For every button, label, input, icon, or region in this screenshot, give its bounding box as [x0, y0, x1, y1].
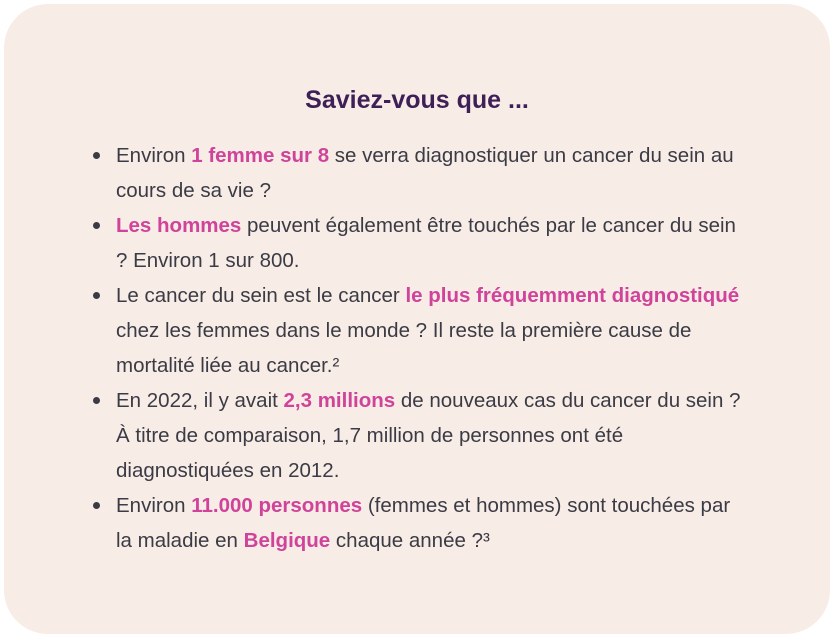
fact-highlight: 2,3 millions [283, 389, 396, 412]
bullet-icon [93, 152, 100, 159]
fact-text: chez les femmes dans le monde ? Il reste la première cause de mortalité liée au cancer.² [116, 319, 692, 377]
fact-text: de nouveaux cas du cancer du sein ? À titre de comparaison, 1,7 million de personnes ont été diagnostiquées en 2012. [116, 389, 741, 482]
bullet-icon [93, 222, 100, 229]
facts-list [90, 138, 750, 558]
fact-highlight: 1 femme sur 8 [191, 144, 330, 167]
info-card [4, 4, 830, 634]
fact-text: (femmes et hommes) sont touchées par la maladie en [116, 494, 731, 552]
fact-highlight: Belgique [243, 529, 331, 552]
fact-item [90, 138, 750, 208]
fact-item [90, 383, 750, 488]
fact-text: Environ [116, 144, 192, 167]
bullet-icon [93, 502, 100, 509]
fact-text: se verra diagnostiquer un cancer du sein au cours de sa vie ? [116, 144, 734, 202]
fact-item [90, 208, 750, 278]
fact-highlight: 11.000 personnes [191, 494, 363, 517]
fact-text: peuvent également être touchés par le cancer du sein ? Environ 1 sur 800. [116, 214, 736, 272]
bullet-icon [93, 292, 100, 299]
bullet-icon [93, 397, 100, 404]
fact-text: En 2022, il y avait [116, 389, 284, 412]
card-title: Saviez-vous que ... [305, 86, 529, 114]
fact-text: Environ [116, 494, 192, 517]
fact-highlight: Les hommes [116, 214, 242, 237]
fact-text: chaque année ?³ [330, 529, 490, 552]
fact-item [90, 488, 750, 558]
fact-highlight: le plus fréquemment diagnostiqué [405, 284, 740, 307]
fact-item [90, 278, 750, 383]
fact-text: Le cancer du sein est le cancer [116, 284, 406, 307]
